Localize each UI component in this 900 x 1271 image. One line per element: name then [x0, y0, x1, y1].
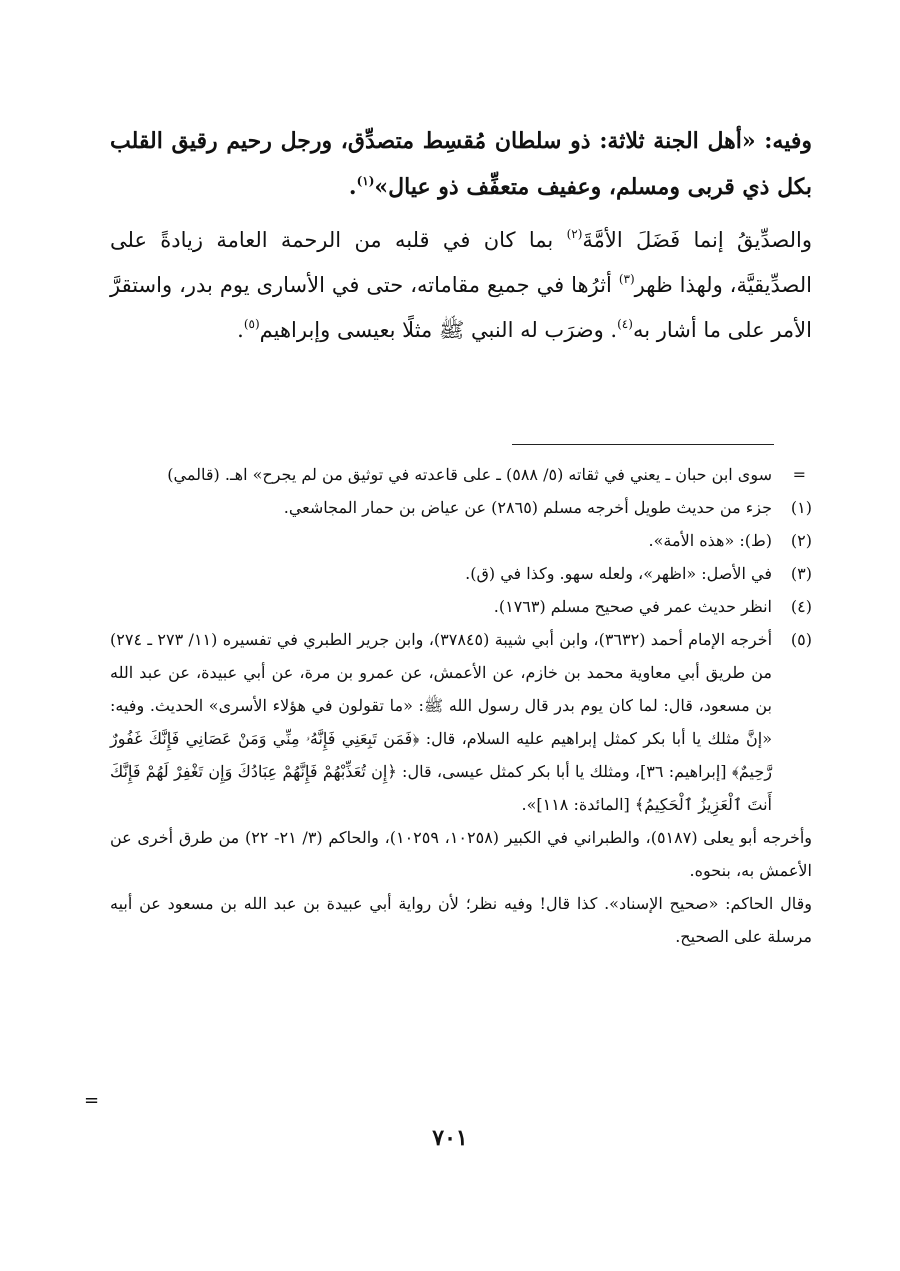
footnote-text: انظر حديث عمر في صحيح مسلم (١٧٦٣). [493, 597, 772, 616]
footnote-number: (٢) [790, 531, 812, 550]
footnote-number: (٥) [790, 630, 812, 649]
footnote-divider [512, 444, 774, 445]
page-number: ٧٠١ [432, 1125, 468, 1151]
commentary-text-b: بما كان في قلبه من الرحمة العامة زيادةً على الصدِّيقيَّة، ولهذا ظهر [110, 228, 812, 297]
footnote-continuation [110, 458, 812, 491]
footnote-3 [110, 557, 812, 590]
footnote-ref-5[interactable]: (٥) [243, 317, 260, 331]
footnote-4 [110, 590, 812, 623]
footnote-number: (٣) [790, 564, 812, 583]
footnote-ref-3[interactable]: (٣) [618, 272, 635, 286]
footnote-ref-4[interactable]: (٤) [617, 317, 633, 331]
book-page [110, 118, 812, 1158]
hadith-period: . [348, 174, 357, 200]
footnote-text: جزء من حديث طويل أخرجه مسلم (٢٨٦٥) عن عياض بن حمار المجاشعي. [283, 498, 772, 517]
continuation-mark-bottom: = [84, 1090, 100, 1111]
footnote-extra-1: وأخرجه أبو يعلى (٥١٨٧)، والطبراني في الكبير (١٠٢٥٨، ١٠٢٥٩)، والحاكم (٣/ ٢١- ٢٢) من طرق أخرى عن الأعمش به، بنحوه. [110, 828, 813, 880]
footnote-text: أخرجه الإمام أحمد (٣٦٣٢)، وابن أبي شيبة (٣٧٨٤٥)، وابن جرير الطبري في تفسيره (١١/ ٢٧٣ ـ ٢٧٤) من طريق أبي معاوية محمد بن خازم، عن الأعمش، عن عمرو بن مرة، عن أبي عبيدة، عن عبد الله بن مسعود، قال: لما كان يوم بدر قال رسول الله ﷺ: «ما تقولون في هؤلاء الأسرى» الحديث. وفيه: «إنَّ مثلك يا أبا بكر كمثل إبراهيم عليه السلام، قال: ﴿فَمَن تَبِعَنِي فَإِنَّهُۥ مِنِّي وَمَنْ عَصَانِي فَإِنَّكَ غَفُورٌ رَّحِيمٌ﴾ [إبراهيم: ٣٦]، ومثلك يا أبا بكر كمثل عيسى، قال: ﴿إِن تُعَذِّبْهُمْ فَإِنَّهُمْ عِبَادُكَ وَإِن تَغْفِرْ لَهُمْ فَإِنَّكَ أَنتَ ٱلْعَزِيزُ ٱلْحَكِيمُ﴾ [المائدة: ١١٨]». [110, 630, 773, 814]
footnote-5 [110, 623, 812, 821]
commentary-text-a: والصدِّيقُ إنما فَضَلَ الأمَّةَ [582, 228, 812, 252]
continuation-mark: = [792, 465, 806, 484]
commentary-period: . [237, 318, 244, 342]
footnote-extra-2: وقال الحاكم: «صحيح الإسناد». كذا قال! وفيه نظر؛ لأن رواية أبي عبيدة بن عبد الله بن مسعود عن أبيه مرسلة على الصحيح. [110, 894, 812, 946]
commentary-text-d: . وضرَب له النبي ﷺ مثلًا بعيسى وإبراهيم [259, 318, 618, 342]
hadith-text: وفيه: «أهل الجنة ثلاثة: ذو سلطان مُقسِط متصدِّق، ورجل رحيم رقيق القلب بكل ذي قربى ومسلم، وعفيف متعفِّف ذو عيال» [110, 128, 812, 200]
footnote-1 [110, 491, 812, 524]
footnote-text: في الأصل: «اظهر»، ولعله سهو. وكذا في (ق). [465, 564, 772, 583]
footnote-2 [110, 524, 812, 557]
commentary-paragraph [110, 218, 812, 353]
main-text [110, 118, 812, 353]
continuation-text: سوى ابن حبان ـ يعني في ثقاته (٥/ ٥٨٨) ـ على قاعدته في توثيق من لم يجرح» اهـ. (قالمي) [167, 465, 772, 484]
footnote-number: (١) [790, 498, 812, 517]
footnote-number: (٤) [790, 597, 812, 616]
footnotes-section [110, 458, 812, 953]
footnote-ref-1[interactable]: (١) [356, 174, 375, 188]
commentary-text-c: أثرُها في جميع مقاماته، حتى في الأسارى يوم بدر، واستقرَّ الأمر على ما أشار به [110, 273, 812, 342]
footnote-ref-2[interactable]: (٢) [566, 227, 583, 241]
hadith-paragraph [110, 118, 812, 210]
footnote-text: (ط): «هذه الأمة». [648, 531, 772, 550]
